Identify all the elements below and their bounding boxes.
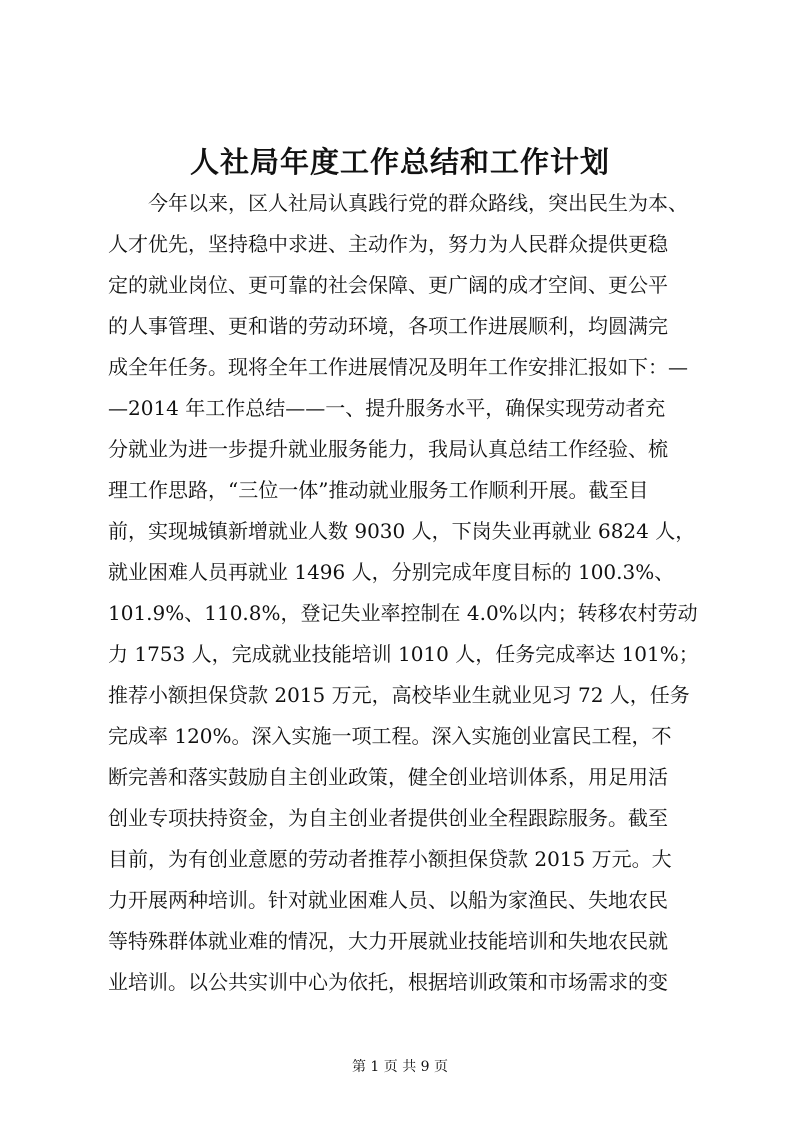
- body-line: 力 1753 人，完成就业技能培训 1010 人，任务完成率达 101%；: [108, 642, 699, 666]
- body-line: 前，实现城镇新增就业人数 9030 人，下岗失业再就业 6824 人，: [108, 519, 696, 543]
- body-line: 等特殊群体就业难的情况，大力开展就业技能培训和失地农民就: [108, 929, 668, 953]
- body-line: 推荐小额担保贷款 2015 万元，高校毕业生就业见习 72 人，任务: [108, 683, 690, 707]
- body-line: 分就业为进一步提升就业服务能力，我局认真总结工作经验、梳: [108, 437, 668, 461]
- body-line: 完成率 120%。深入实施一项工程。深入实施创业富民工程，不: [108, 724, 672, 748]
- body-line: 定的就业岗位、更可靠的社会保障、更广阔的成才空间、更公平: [108, 273, 668, 297]
- body-line: 今年以来，区人社局认真践行党的群众路线，突出民生为本、: [108, 191, 688, 215]
- body-line: —2014 年工作总结——一、提升服务水平，确保实现劳动者充: [108, 396, 666, 420]
- page-footer: 第 1 页 共 9 页: [351, 1059, 449, 1075]
- body-line: 业培训。以公共实训中心为依托，根据培训政策和市场需求的变: [108, 970, 668, 994]
- body-line: 101.9%、110.8%，登记失业率控制在 4.0%以内；转移农村劳动: [108, 601, 698, 625]
- body-line: 成全年任务。现将全年工作进展情况及明年工作安排汇报如下：—: [108, 355, 688, 379]
- body-line: 创业专项扶持资金，为自主创业者提供创业全程跟踪服务。截至: [108, 806, 668, 830]
- body-line: 断完善和落实鼓励自主创业政策，健全创业培训体系，用足用活: [108, 765, 668, 789]
- body-line: 的人事管理、更和谐的劳动环境，各项工作进展顺利，均圆满完: [108, 314, 668, 338]
- body-line: 理工作思路，“三位一体”推动就业服务工作顺利开展。截至目: [108, 478, 649, 502]
- body-line: 目前，为有创业意愿的劳动者推荐小额担保贷款 2015 万元。大: [108, 847, 672, 871]
- document-title: 人社局年度工作总结和工作计划: [189, 145, 610, 179]
- body-line: 人才优先，坚持稳中求进、主动作为，努力为人民群众提供更稳: [108, 232, 668, 256]
- body-line: 力开展两种培训。针对就业困难人员、以船为家渔民、失地农民: [108, 888, 668, 912]
- body-line: 就业困难人员再就业 1496 人，分别完成年度目标的 100.3%、: [108, 560, 675, 584]
